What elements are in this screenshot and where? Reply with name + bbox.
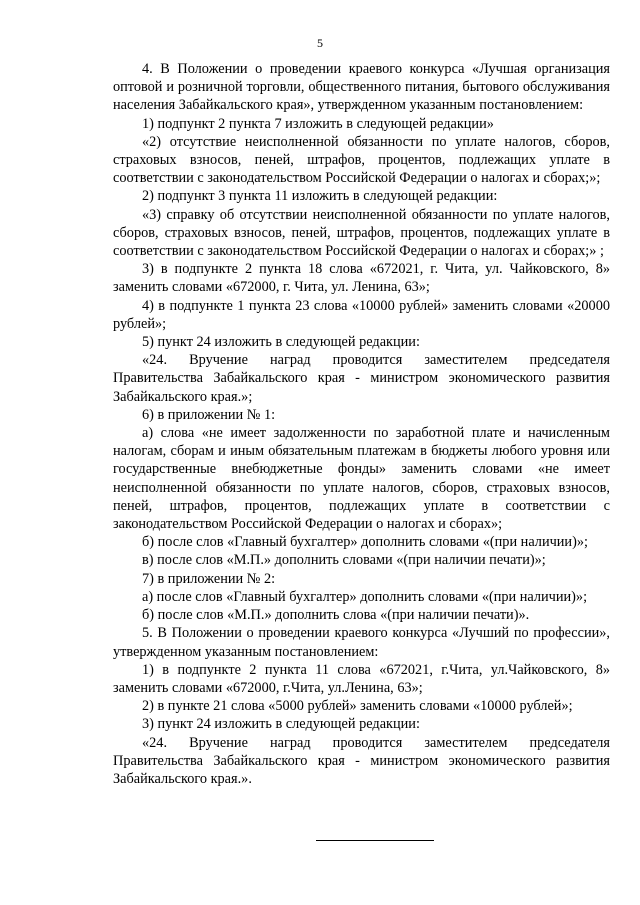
document-body xyxy=(113,60,610,788)
paragraph: б) после слов «Главный бухгалтер» дополнить словами «(при наличии)»; xyxy=(142,534,588,551)
paragraph: «24. Вручение наград проводится заместителем председателя Правительства Забайкальского края - министром экономического развития Забайкальского края.»; xyxy=(113,352,610,405)
paragraph: 2) подпункт 3 пункта 11 изложить в следующей редакции: xyxy=(142,188,498,205)
paragraph: «3) справку об отсутствии неисполненной обязанности по уплате налогов, сборов, страховых взносов, пеней, штрафов, процентов, подлежащих уплате в соответствии с законодательством Российской Федерации о налогах и сборах;» ; xyxy=(113,206,610,260)
paragraph: 1) подпункт 2 пункта 7 изложить в следующей редакции» xyxy=(142,115,494,132)
paragraph: «2) отсутствие неисполненной обязанности по уплате налогов, сборов, страховых взносов, пеней, штрафов, процентов, подлежащих уплате в соответствии с законодательством Российской Федерации о налогах и сборах;»; xyxy=(113,133,610,187)
paragraph: 7) в приложении № 2: xyxy=(142,570,276,587)
paragraph: 4) в подпункте 1 пункта 23 слова «10000 рублей» заменить словами «20000 рублей»; xyxy=(113,297,610,332)
paragraph: 5) пункт 24 изложить в следующей редакции: xyxy=(142,334,420,351)
page-number: 5 xyxy=(317,36,323,50)
paragraph: 3) в подпункте 2 пункта 18 слова «672021, г. Чита, ул. Чайковского, 8» заменить словами «672000, г. Чита, ул. Ленина, 63»; xyxy=(113,261,610,296)
paragraph: б) после слов «М.П.» дополнить слова «(при наличии печати)». xyxy=(142,607,530,624)
paragraph: 5. В Положении о проведении краевого конкурса «Лучший по профессии», утвержденном указанным постановлением: xyxy=(113,625,610,660)
paragraph: а) слова «не имеет задолженности по заработной плате и начисленным налогам, сборам и иным обязательным платежам в бюджеты любого уровня или государственные внебюджетные фонды» заменить словами «не имеет неисполненной обязанности по уплате налогов, сборов, страховых взносов, пеней, штрафов, процентов, подлежащих уплате в соответствии с законодательством Российской Федерации о налогах и сборах»; xyxy=(113,425,610,533)
paragraph: 3) пункт 24 изложить в следующей редакции: xyxy=(142,716,420,733)
paragraph: «24. Вручение наград проводится заместителем председателя Правительства Забайкальского края - министром экономического развития Забайкальского края.». xyxy=(113,734,610,787)
paragraph: 1) в подпункте 2 пункта 11 слова «672021, г.Чита, ул.Чайковского, 8» заменить словами «672000, г.Чита, ул.Ленина, 63»; xyxy=(113,661,610,696)
paragraph: а) после слов «Главный бухгалтер» дополнить словами «(при наличии)»; xyxy=(142,588,588,605)
paragraph: 6) в приложении № 1: xyxy=(142,406,276,423)
closing-rule xyxy=(316,840,434,841)
paragraph: в) после слов «М.П.» дополнить словами «(при наличии печати)»; xyxy=(142,552,546,569)
paragraph: 2) в пункте 21 слова «5000 рублей» заменить словами «10000 рублей»; xyxy=(142,698,573,715)
paragraph: 4. В Положении о проведении краевого конкурса «Лучшая организация оптовой и розничной торговли, общественного питания, бытового обслуживания населения Забайкальского края», утвержденном указанным постановлением: xyxy=(113,61,610,114)
